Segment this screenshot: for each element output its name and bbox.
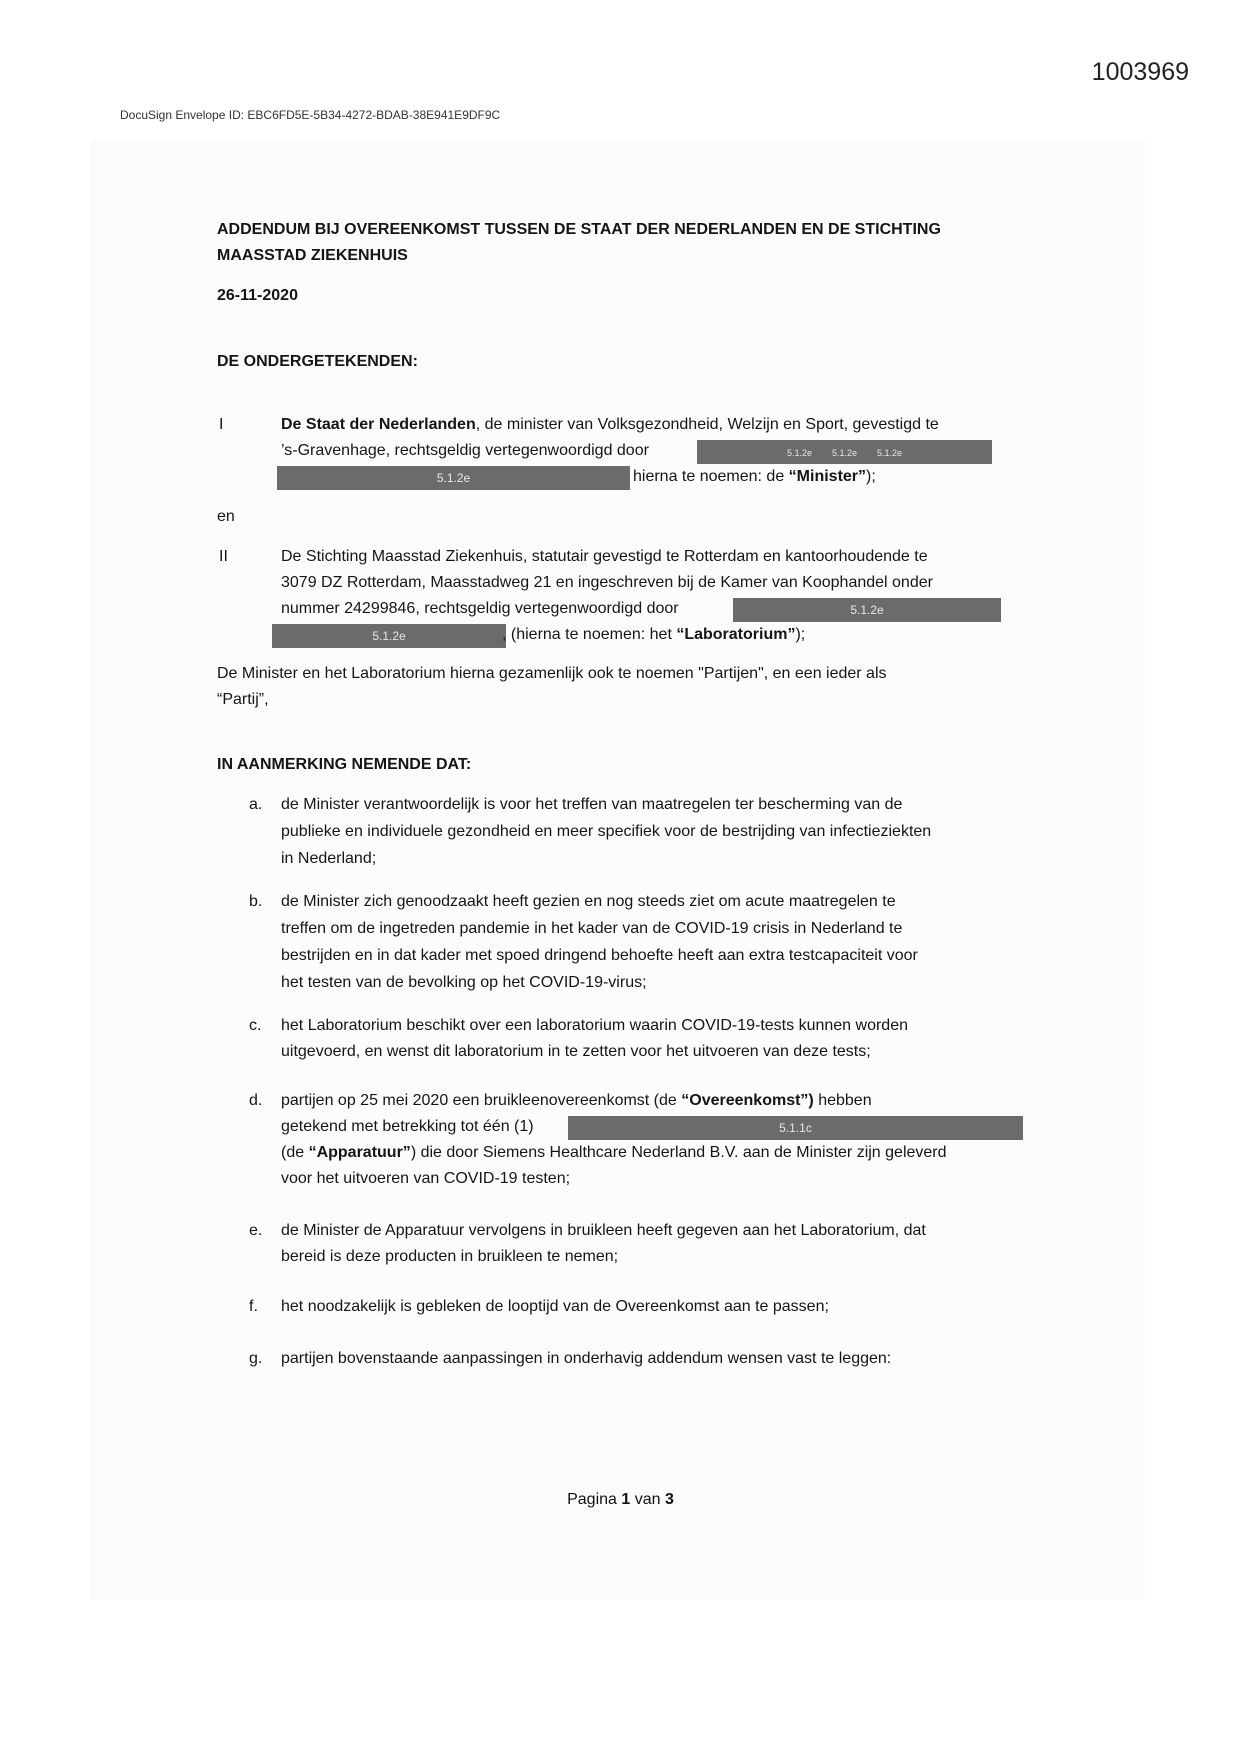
page-footer — [0, 1491, 1241, 1509]
clause-d-line-4: voor het uitvoeren van COVID-19 testen; — [281, 1170, 571, 1187]
redaction-block — [697, 440, 992, 464]
clause-b-line: treffen om de ingetreden pandemie in het kader van de COVID-19 crisis in Nederland te — [281, 920, 903, 937]
party-1-name: De Staat der Nederlanden — [281, 416, 476, 433]
party-2-line-4-post: ); — [795, 626, 806, 643]
footer-prefix: Pagina — [567, 1491, 622, 1508]
redaction-block: 5.1.2e — [272, 624, 506, 648]
party-2-line-2: 3079 DZ Rotterdam, Maasstadweg 21 en ingeschreven bij de Kamer van Koophandel onder — [281, 574, 933, 591]
party-1-defined-term: “Minister” — [788, 468, 867, 485]
clause-c-line: uitgevoerd, en wenst dit laboratorium in te zetten voor het uitvoeren van deze tests; — [281, 1043, 871, 1060]
total-page-count: 3 — [664, 1491, 674, 1508]
redaction-block: 5.1.2e — [277, 466, 630, 490]
clause-b-line: de Minister zich genoodzaakt heeft gezien en nog steeds ziet om acute maatregelen te — [281, 893, 896, 910]
document-date: 26-11-2020 — [217, 287, 298, 304]
party-1-line-3-post: ); — [866, 468, 876, 485]
clause-d-defined-term-equipment: “Apparatuur” — [308, 1144, 411, 1161]
redaction-code: 5.1.2e — [831, 448, 858, 458]
clause-f-line: het noodzakelijk is gebleken de looptijd van de Overeenkomst aan te passen; — [281, 1298, 829, 1315]
party-1-line-2: ’s-Gravenhage, rechtsgeldig vertegenwoordigd door — [281, 442, 649, 459]
clause-a-line: de Minister verantwoordelijk is voor het treffen van maatregelen ter bescherming van de — [281, 796, 903, 813]
party-1-line-3 — [633, 464, 876, 490]
clause-a-line: in Nederland; — [281, 850, 377, 867]
clause-d-line-3 — [281, 1140, 947, 1166]
signatories-heading: DE ONDERGETEKENDEN: — [217, 353, 418, 370]
docusign-envelope-id: DocuSign Envelope ID: EBC6FD5E-5B34-4272-BDAB-38E941E9DF9C — [120, 108, 501, 122]
party-2-line-4 — [502, 622, 805, 648]
party-2-line-3: nummer 24299846, rechtsgeldig vertegenwoordigd door — [281, 600, 679, 617]
footer-middle: van — [630, 1491, 665, 1508]
redaction-block: 5.1.1c — [568, 1116, 1023, 1140]
clause-e-label: e. — [249, 1222, 263, 1239]
clause-f-label: f. — [249, 1298, 258, 1315]
document-title-line-1: ADDENDUM BIJ OVEREENKOMST TUSSEN DE STAAT DER NEDERLANDEN EN DE STICHTING — [217, 221, 941, 238]
party-2-line-4-pre: , (hierna te noemen: het — [502, 626, 677, 643]
party-1-line-1-rest: , de minister van Volksgezondheid, Welzijn en Sport, gevestigd te — [475, 416, 939, 433]
party-1-label: I — [219, 416, 224, 433]
party-2-defined-term: “Laboratorium” — [676, 626, 796, 643]
clause-d-line-1 — [281, 1088, 872, 1114]
redaction-code: 5.1.2e — [877, 448, 903, 458]
clause-b-line: bestrijden en in dat kader met spoed dringend behoefte heeft aan extra testcapaciteit voor — [281, 947, 918, 964]
clause-g-line: partijen bovenstaande aanpassingen in onderhavig addendum wensen vast te leggen: — [281, 1350, 892, 1367]
party-2-line-1: De Stichting Maasstad Ziekenhuis, statutair gevestigd te Rotterdam en kantoorhoudende te — [281, 548, 928, 565]
clause-b-line: het testen van de bevolking op het COVID-19-virus; — [281, 974, 647, 991]
considering-heading: IN AANMERKING NEMENDE DAT: — [217, 756, 472, 773]
clause-b-label: b. — [249, 893, 263, 910]
clause-d-label: d. — [249, 1092, 263, 1109]
party-2-label: II — [219, 548, 228, 565]
document-number: 1003969 — [1091, 58, 1189, 86]
clause-e-line: bereid is deze producten in bruikleen te nemen; — [281, 1248, 619, 1265]
clause-d-line-1-post: hebben — [813, 1092, 872, 1109]
clause-g-label: g. — [249, 1350, 263, 1367]
current-page-number: 1 — [621, 1491, 631, 1508]
parties-definition-line-1: De Minister en het Laboratorium hierna gezamenlijk ook te noemen "Partijen", en een ieder als — [217, 665, 887, 682]
document-title-line-2: MAASSTAD ZIEKENHUIS — [217, 247, 408, 264]
conjunction-en: en — [217, 508, 235, 525]
clause-e-line: de Minister de Apparatuur vervolgens in bruikleen heeft gegeven aan het Laboratorium, dat — [281, 1222, 926, 1239]
clause-d-line-1-pre: partijen op 25 mei 2020 een bruikleenovereenkomst (de — [281, 1092, 682, 1109]
clause-a-line: publieke en individuele gezondheid en meer specifiek voor de bestrijding van infectieziekten — [281, 823, 932, 840]
redaction-block: 5.1.2e — [733, 598, 1001, 622]
clause-d-line-3-pre: (de — [281, 1144, 309, 1161]
clause-c-line: het Laboratorium beschikt over een laboratorium waarin COVID-19-tests kunnen worden — [281, 1017, 908, 1034]
clause-d-line-3-post: ) die door Siemens Healthcare Nederland B.V. aan de Minister zijn geleverd — [410, 1144, 947, 1161]
redaction-code: 5.1.2e — [786, 448, 812, 458]
clause-d-line-2: getekend met betrekking tot één (1) — [281, 1118, 534, 1135]
parties-definition-line-2: “Partij”, — [217, 691, 269, 708]
clause-d-defined-term-agreement: “Overeenkomst”) — [681, 1092, 814, 1109]
party-1-line-1 — [281, 412, 939, 438]
party-1-line-3-pre: hierna te noemen: de — [633, 468, 789, 485]
clause-a-label: a. — [249, 796, 263, 813]
clause-c-label: c. — [249, 1017, 262, 1034]
